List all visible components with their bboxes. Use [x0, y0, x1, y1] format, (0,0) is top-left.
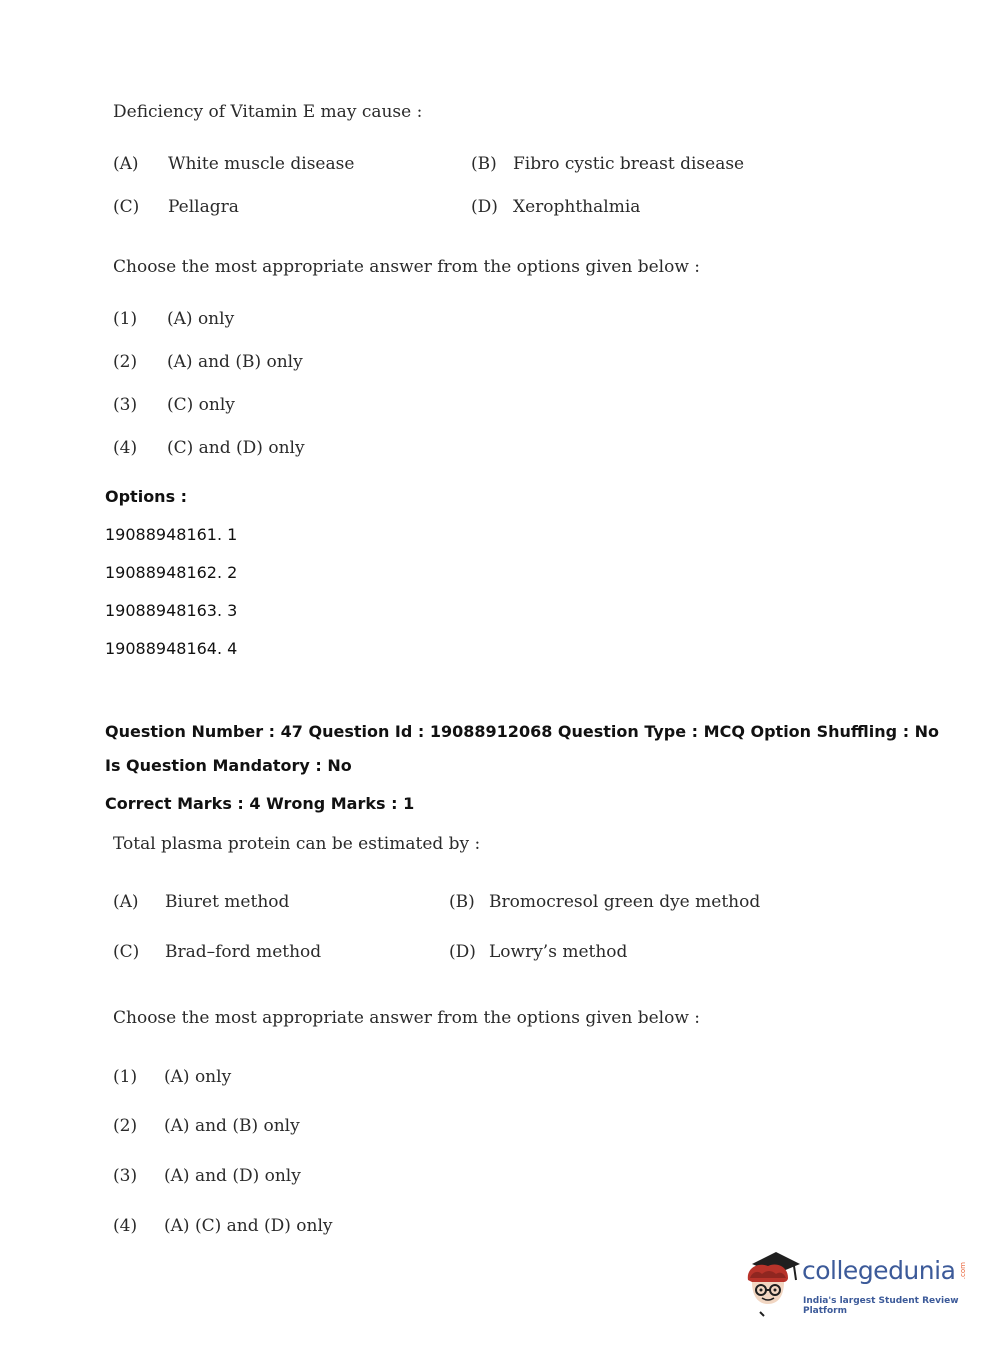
answer-num: (1) [113, 309, 138, 329]
answer-num: (2) [113, 1116, 138, 1136]
choice-key: (D) [471, 197, 498, 217]
answer-instruction: Choose the most appropriate answer from the options given below : [113, 1008, 701, 1028]
choice-text: Bromocresol green dye method [489, 892, 761, 912]
option-id: 19088948161. 1 [105, 525, 238, 544]
answer-text: (A) (C) and (D) only [164, 1216, 333, 1236]
option-id: 19088948162. 2 [105, 563, 238, 582]
choice-text: Pellagra [168, 197, 239, 217]
answer-text: (A) and (B) only [164, 1116, 300, 1136]
answer-text: (C) and (D) only [167, 438, 305, 458]
choice-text: Lowry’s method [489, 942, 628, 962]
answer-text: (C) only [167, 395, 235, 415]
answer-num: (3) [113, 395, 138, 415]
choice-key: (C) [113, 942, 140, 962]
answer-text: (A) only [164, 1067, 232, 1087]
question-stem: Deficiency of Vitamin E may cause : [113, 102, 423, 122]
choice-text: Brad–ford method [165, 942, 322, 962]
logo-tagline: India's largest Student Review Platform [803, 1296, 959, 1316]
answer-text: (A) only [167, 309, 235, 329]
answer-num: (4) [113, 1216, 138, 1236]
mascot-icon [742, 1250, 804, 1320]
choice-key: (B) [471, 154, 497, 174]
question-marks: Correct Marks : 4 Wrong Marks : 1 [105, 794, 415, 813]
choice-text: Biuret method [165, 892, 290, 912]
choice-key: (C) [113, 197, 140, 217]
choice-text: Fibro cystic breast disease [513, 154, 745, 174]
answer-text: (A) and (B) only [167, 352, 303, 372]
logo-suffix: .com [959, 1262, 967, 1280]
answer-num: (3) [113, 1166, 138, 1186]
answer-instruction: Choose the most appropriate answer from the options given below : [113, 257, 701, 277]
answer-text: (A) and (D) only [164, 1166, 301, 1186]
collegedunia-logo[interactable] [742, 1250, 972, 1320]
option-id: 19088948163. 3 [105, 601, 238, 620]
logo-wordmark: collegedunia [802, 1256, 956, 1285]
question-meta: Question Number : 47 Question Id : 19088912068 Question Type : MCQ Option Shuffling : No [105, 722, 940, 741]
choice-key: (D) [449, 942, 476, 962]
choice-text: White muscle disease [168, 154, 355, 174]
choice-key: (A) [113, 892, 139, 912]
choice-text: Xerophthalmia [513, 197, 641, 217]
question-mandatory: Is Question Mandatory : No [105, 756, 352, 775]
choice-key: (A) [113, 154, 139, 174]
option-id: 19088948164. 4 [105, 639, 238, 658]
question-stem: Total plasma protein can be estimated by : [113, 834, 481, 854]
answer-num: (2) [113, 352, 138, 372]
answer-num: (1) [113, 1067, 138, 1087]
choice-key: (B) [449, 892, 475, 912]
options-heading: Options : [105, 487, 188, 506]
answer-num: (4) [113, 438, 138, 458]
